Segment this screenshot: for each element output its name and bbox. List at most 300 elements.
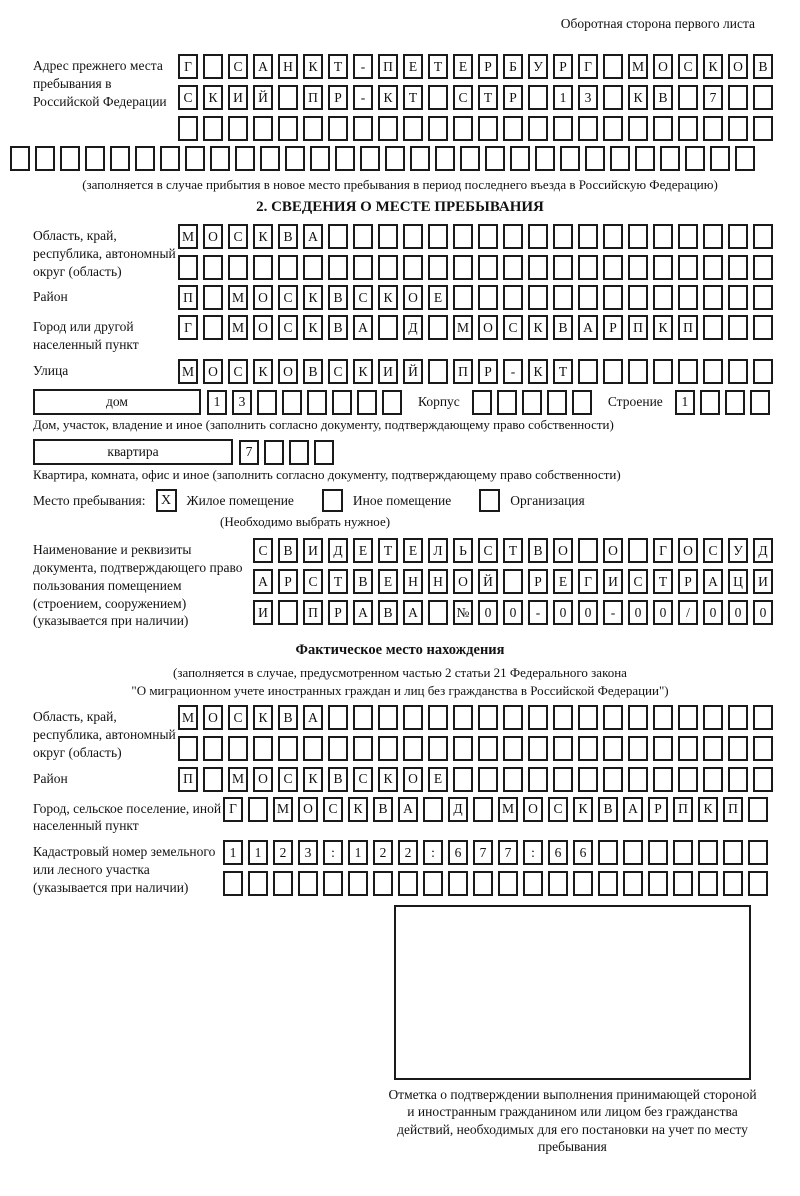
char-cell[interactable]: П [628, 315, 648, 340]
char-cell[interactable] [653, 285, 673, 310]
char-cell[interactable]: Й [403, 359, 423, 384]
char-cell[interactable] [678, 285, 698, 310]
char-cell[interactable] [703, 359, 723, 384]
char-cell[interactable] [323, 871, 343, 896]
char-cell[interactable]: В [753, 54, 773, 79]
char-cell[interactable]: А [578, 315, 598, 340]
char-cell[interactable]: С [503, 315, 523, 340]
char-cell[interactable] [678, 767, 698, 792]
char-cell[interactable] [578, 255, 598, 280]
char-cell[interactable] [528, 767, 548, 792]
char-cell[interactable]: К [253, 705, 273, 730]
char-cell[interactable]: И [378, 359, 398, 384]
checkbox-organization[interactable] [479, 489, 500, 512]
char-cell[interactable] [698, 871, 718, 896]
char-cell[interactable] [628, 116, 648, 141]
char-cell[interactable] [748, 840, 768, 865]
char-cell[interactable]: О [728, 54, 748, 79]
char-cell[interactable] [598, 871, 618, 896]
char-cell[interactable] [278, 116, 298, 141]
char-cell[interactable]: 1 [207, 390, 227, 415]
char-cell[interactable]: П [178, 285, 198, 310]
char-cell[interactable]: 2 [373, 840, 393, 865]
char-cell[interactable] [728, 736, 748, 761]
char-cell[interactable]: С [278, 767, 298, 792]
char-cell[interactable]: В [528, 538, 548, 563]
char-cell[interactable]: - [528, 600, 548, 625]
char-cell[interactable] [328, 705, 348, 730]
char-cell[interactable]: Ц [728, 569, 748, 594]
char-cell[interactable] [35, 146, 55, 171]
char-cell[interactable] [373, 871, 393, 896]
char-cell[interactable] [289, 440, 309, 465]
char-cell[interactable]: К [353, 359, 373, 384]
char-cell[interactable] [453, 116, 473, 141]
char-cell[interactable]: 1 [675, 390, 695, 415]
char-cell[interactable] [478, 705, 498, 730]
char-cell[interactable]: О [478, 315, 498, 340]
char-cell[interactable] [678, 359, 698, 384]
char-cell[interactable]: К [628, 85, 648, 110]
char-cell[interactable] [610, 146, 630, 171]
char-cell[interactable] [473, 871, 493, 896]
char-cell[interactable]: У [528, 54, 548, 79]
char-cell[interactable] [378, 705, 398, 730]
char-cell[interactable] [378, 116, 398, 141]
char-cell[interactable]: К [528, 315, 548, 340]
char-cell[interactable]: Р [478, 359, 498, 384]
char-cell[interactable]: Е [403, 54, 423, 79]
char-cell[interactable] [403, 224, 423, 249]
char-cell[interactable] [753, 359, 773, 384]
char-cell[interactable] [653, 359, 673, 384]
char-cell[interactable]: Н [428, 569, 448, 594]
char-cell[interactable] [753, 255, 773, 280]
char-cell[interactable]: 3 [232, 390, 252, 415]
char-cell[interactable]: В [653, 85, 673, 110]
char-cell[interactable] [653, 116, 673, 141]
char-cell[interactable] [353, 224, 373, 249]
char-cell[interactable] [314, 440, 334, 465]
char-cell[interactable] [753, 315, 773, 340]
char-cell[interactable] [578, 224, 598, 249]
char-cell[interactable]: К [253, 224, 273, 249]
char-cell[interactable]: Ь [453, 538, 473, 563]
char-cell[interactable] [553, 767, 573, 792]
char-cell[interactable]: К [303, 285, 323, 310]
char-cell[interactable]: П [178, 767, 198, 792]
char-cell[interactable] [585, 146, 605, 171]
char-cell[interactable] [278, 85, 298, 110]
char-cell[interactable]: К [303, 315, 323, 340]
char-cell[interactable] [753, 705, 773, 730]
char-cell[interactable]: О [253, 767, 273, 792]
char-cell[interactable]: Е [403, 538, 423, 563]
char-cell[interactable] [528, 736, 548, 761]
char-cell[interactable]: Т [403, 85, 423, 110]
char-cell[interactable]: К [253, 359, 273, 384]
char-cell[interactable]: А [353, 315, 373, 340]
char-cell[interactable] [335, 146, 355, 171]
char-cell[interactable]: Т [503, 538, 523, 563]
char-cell[interactable] [160, 146, 180, 171]
char-cell[interactable]: С [353, 285, 373, 310]
char-cell[interactable] [603, 705, 623, 730]
char-cell[interactable] [748, 797, 768, 822]
char-cell[interactable]: Г [653, 538, 673, 563]
char-cell[interactable] [628, 285, 648, 310]
char-cell[interactable]: В [598, 797, 618, 822]
char-cell[interactable]: С [228, 224, 248, 249]
char-cell[interactable] [478, 736, 498, 761]
char-cell[interactable]: О [253, 285, 273, 310]
char-cell[interactable]: 0 [553, 600, 573, 625]
char-cell[interactable] [653, 255, 673, 280]
char-cell[interactable] [753, 85, 773, 110]
char-cell[interactable]: 0 [728, 600, 748, 625]
char-cell[interactable] [10, 146, 30, 171]
char-cell[interactable] [410, 146, 430, 171]
char-cell[interactable]: О [298, 797, 318, 822]
char-cell[interactable] [728, 315, 748, 340]
char-cell[interactable] [578, 705, 598, 730]
char-cell[interactable]: - [353, 85, 373, 110]
char-cell[interactable] [510, 146, 530, 171]
char-cell[interactable]: 7 [473, 840, 493, 865]
house-type-box[interactable]: дом [33, 389, 201, 415]
char-cell[interactable] [503, 116, 523, 141]
char-cell[interactable] [660, 146, 680, 171]
char-cell[interactable]: Т [553, 359, 573, 384]
char-cell[interactable]: А [253, 569, 273, 594]
char-cell[interactable]: С [323, 797, 343, 822]
char-cell[interactable] [728, 85, 748, 110]
char-cell[interactable]: С [328, 359, 348, 384]
char-cell[interactable]: М [178, 359, 198, 384]
char-cell[interactable] [203, 285, 223, 310]
char-cell[interactable]: В [303, 359, 323, 384]
char-cell[interactable]: К [378, 285, 398, 310]
char-cell[interactable]: С [178, 85, 198, 110]
char-cell[interactable]: К [378, 85, 398, 110]
char-cell[interactable] [353, 116, 373, 141]
char-cell[interactable] [528, 705, 548, 730]
char-cell[interactable] [678, 705, 698, 730]
char-cell[interactable] [203, 54, 223, 79]
char-cell[interactable]: М [228, 315, 248, 340]
char-cell[interactable] [723, 871, 743, 896]
char-cell[interactable]: О [553, 538, 573, 563]
char-cell[interactable] [653, 767, 673, 792]
char-cell[interactable]: В [328, 315, 348, 340]
char-cell[interactable] [678, 255, 698, 280]
char-cell[interactable]: Р [678, 569, 698, 594]
char-cell[interactable] [703, 285, 723, 310]
char-cell[interactable] [553, 224, 573, 249]
char-cell[interactable] [253, 116, 273, 141]
char-cell[interactable] [628, 705, 648, 730]
char-cell[interactable] [548, 871, 568, 896]
char-cell[interactable]: 1 [223, 840, 243, 865]
char-cell[interactable]: С [678, 54, 698, 79]
char-cell[interactable] [385, 146, 405, 171]
char-cell[interactable]: И [303, 538, 323, 563]
char-cell[interactable] [357, 390, 377, 415]
char-cell[interactable]: О [253, 315, 273, 340]
char-cell[interactable] [378, 315, 398, 340]
char-cell[interactable] [728, 767, 748, 792]
char-cell[interactable]: 0 [578, 600, 598, 625]
char-cell[interactable] [403, 116, 423, 141]
char-cell[interactable] [348, 871, 368, 896]
char-cell[interactable] [428, 255, 448, 280]
char-cell[interactable]: Г [578, 569, 598, 594]
char-cell[interactable] [257, 390, 277, 415]
char-cell[interactable]: С [228, 359, 248, 384]
char-cell[interactable] [248, 797, 268, 822]
char-cell[interactable] [498, 871, 518, 896]
char-cell[interactable]: В [328, 285, 348, 310]
char-cell[interactable] [203, 315, 223, 340]
char-cell[interactable]: С [303, 569, 323, 594]
char-cell[interactable] [528, 85, 548, 110]
char-cell[interactable] [453, 224, 473, 249]
char-cell[interactable] [535, 146, 555, 171]
apartment-type-box[interactable]: квартира [33, 439, 233, 465]
char-cell[interactable]: - [603, 600, 623, 625]
char-cell[interactable]: О [678, 538, 698, 563]
char-cell[interactable]: М [453, 315, 473, 340]
char-cell[interactable] [478, 224, 498, 249]
char-cell[interactable]: М [178, 705, 198, 730]
char-cell[interactable] [648, 840, 668, 865]
char-cell[interactable] [503, 255, 523, 280]
char-cell[interactable]: Р [648, 797, 668, 822]
char-cell[interactable] [553, 285, 573, 310]
char-cell[interactable]: Т [328, 569, 348, 594]
char-cell[interactable]: Е [428, 767, 448, 792]
char-cell[interactable]: Л [428, 538, 448, 563]
char-cell[interactable]: А [398, 797, 418, 822]
char-cell[interactable] [185, 146, 205, 171]
char-cell[interactable] [264, 440, 284, 465]
char-cell[interactable] [528, 116, 548, 141]
char-cell[interactable]: 6 [448, 840, 468, 865]
char-cell[interactable] [360, 146, 380, 171]
char-cell[interactable] [328, 255, 348, 280]
char-cell[interactable] [203, 255, 223, 280]
char-cell[interactable]: С [228, 54, 248, 79]
char-cell[interactable] [528, 285, 548, 310]
char-cell[interactable] [628, 767, 648, 792]
char-cell[interactable] [723, 840, 743, 865]
char-cell[interactable] [428, 600, 448, 625]
char-cell[interactable]: Д [328, 538, 348, 563]
char-cell[interactable]: 2 [398, 840, 418, 865]
char-cell[interactable] [485, 146, 505, 171]
char-cell[interactable]: С [253, 538, 273, 563]
char-cell[interactable] [725, 390, 745, 415]
char-cell[interactable] [298, 871, 318, 896]
char-cell[interactable] [428, 116, 448, 141]
char-cell[interactable]: В [278, 538, 298, 563]
char-cell[interactable] [453, 285, 473, 310]
char-cell[interactable] [503, 285, 523, 310]
char-cell[interactable] [685, 146, 705, 171]
char-cell[interactable] [628, 255, 648, 280]
char-cell[interactable]: В [353, 569, 373, 594]
char-cell[interactable] [753, 224, 773, 249]
char-cell[interactable]: О [403, 285, 423, 310]
char-cell[interactable]: 1 [348, 840, 368, 865]
char-cell[interactable] [553, 255, 573, 280]
char-cell[interactable]: О [453, 569, 473, 594]
char-cell[interactable]: А [703, 569, 723, 594]
char-cell[interactable] [578, 116, 598, 141]
char-cell[interactable]: 0 [753, 600, 773, 625]
char-cell[interactable]: П [303, 85, 323, 110]
char-cell[interactable]: О [203, 224, 223, 249]
char-cell[interactable] [135, 146, 155, 171]
char-cell[interactable] [353, 705, 373, 730]
char-cell[interactable] [478, 767, 498, 792]
char-cell[interactable] [528, 224, 548, 249]
char-cell[interactable] [497, 390, 517, 415]
char-cell[interactable]: К [203, 85, 223, 110]
char-cell[interactable] [473, 797, 493, 822]
char-cell[interactable] [728, 705, 748, 730]
char-cell[interactable] [328, 116, 348, 141]
char-cell[interactable]: В [378, 600, 398, 625]
char-cell[interactable] [223, 871, 243, 896]
char-cell[interactable] [573, 871, 593, 896]
char-cell[interactable] [478, 116, 498, 141]
char-cell[interactable]: В [553, 315, 573, 340]
char-cell[interactable]: Д [753, 538, 773, 563]
char-cell[interactable] [603, 224, 623, 249]
char-cell[interactable] [248, 871, 268, 896]
char-cell[interactable] [728, 116, 748, 141]
char-cell[interactable] [728, 285, 748, 310]
char-cell[interactable] [178, 255, 198, 280]
char-cell[interactable]: Р [603, 315, 623, 340]
char-cell[interactable] [278, 600, 298, 625]
char-cell[interactable]: М [228, 285, 248, 310]
char-cell[interactable]: Р [328, 600, 348, 625]
char-cell[interactable] [472, 390, 492, 415]
char-cell[interactable]: К [303, 767, 323, 792]
char-cell[interactable]: М [498, 797, 518, 822]
char-cell[interactable] [253, 736, 273, 761]
char-cell[interactable]: П [303, 600, 323, 625]
char-cell[interactable]: - [503, 359, 523, 384]
char-cell[interactable] [578, 285, 598, 310]
char-cell[interactable] [203, 116, 223, 141]
char-cell[interactable]: 2 [273, 840, 293, 865]
char-cell[interactable]: Р [503, 85, 523, 110]
char-cell[interactable]: Р [553, 54, 573, 79]
char-cell[interactable] [503, 767, 523, 792]
char-cell[interactable] [453, 767, 473, 792]
char-cell[interactable] [228, 736, 248, 761]
char-cell[interactable] [578, 767, 598, 792]
char-cell[interactable]: К [698, 797, 718, 822]
char-cell[interactable] [653, 224, 673, 249]
char-cell[interactable] [60, 146, 80, 171]
char-cell[interactable]: Р [478, 54, 498, 79]
char-cell[interactable]: Т [478, 85, 498, 110]
char-cell[interactable] [698, 840, 718, 865]
char-cell[interactable]: П [453, 359, 473, 384]
char-cell[interactable]: Р [328, 85, 348, 110]
char-cell[interactable] [453, 255, 473, 280]
char-cell[interactable]: С [548, 797, 568, 822]
char-cell[interactable] [603, 285, 623, 310]
char-cell[interactable]: 0 [503, 600, 523, 625]
char-cell[interactable] [753, 285, 773, 310]
char-cell[interactable] [210, 146, 230, 171]
char-cell[interactable]: Н [278, 54, 298, 79]
char-cell[interactable]: Й [478, 569, 498, 594]
char-cell[interactable]: К [528, 359, 548, 384]
char-cell[interactable] [547, 390, 567, 415]
char-cell[interactable]: Т [328, 54, 348, 79]
char-cell[interactable] [628, 359, 648, 384]
char-cell[interactable] [603, 736, 623, 761]
char-cell[interactable]: 0 [703, 600, 723, 625]
char-cell[interactable] [428, 224, 448, 249]
char-cell[interactable] [578, 359, 598, 384]
char-cell[interactable]: К [703, 54, 723, 79]
char-cell[interactable] [553, 116, 573, 141]
char-cell[interactable] [728, 359, 748, 384]
char-cell[interactable] [110, 146, 130, 171]
char-cell[interactable] [700, 390, 720, 415]
char-cell[interactable]: Е [378, 569, 398, 594]
char-cell[interactable] [503, 705, 523, 730]
char-cell[interactable] [278, 255, 298, 280]
char-cell[interactable] [428, 315, 448, 340]
char-cell[interactable]: : [423, 840, 443, 865]
char-cell[interactable]: 6 [573, 840, 593, 865]
char-cell[interactable]: О [523, 797, 543, 822]
char-cell[interactable]: С [628, 569, 648, 594]
char-cell[interactable] [428, 359, 448, 384]
char-cell[interactable] [703, 116, 723, 141]
char-cell[interactable] [623, 871, 643, 896]
char-cell[interactable] [328, 736, 348, 761]
char-cell[interactable]: : [323, 840, 343, 865]
char-cell[interactable]: О [403, 767, 423, 792]
char-cell[interactable] [478, 255, 498, 280]
char-cell[interactable] [503, 569, 523, 594]
char-cell[interactable] [553, 705, 573, 730]
char-cell[interactable]: П [723, 797, 743, 822]
char-cell[interactable]: 0 [628, 600, 648, 625]
char-cell[interactable] [435, 146, 455, 171]
char-cell[interactable] [403, 736, 423, 761]
char-cell[interactable] [228, 255, 248, 280]
char-cell[interactable]: А [353, 600, 373, 625]
char-cell[interactable] [303, 255, 323, 280]
char-cell[interactable] [273, 871, 293, 896]
char-cell[interactable] [623, 840, 643, 865]
char-cell[interactable]: Е [453, 54, 473, 79]
char-cell[interactable] [753, 767, 773, 792]
char-cell[interactable] [203, 736, 223, 761]
char-cell[interactable]: 7 [239, 440, 259, 465]
char-cell[interactable]: В [278, 705, 298, 730]
